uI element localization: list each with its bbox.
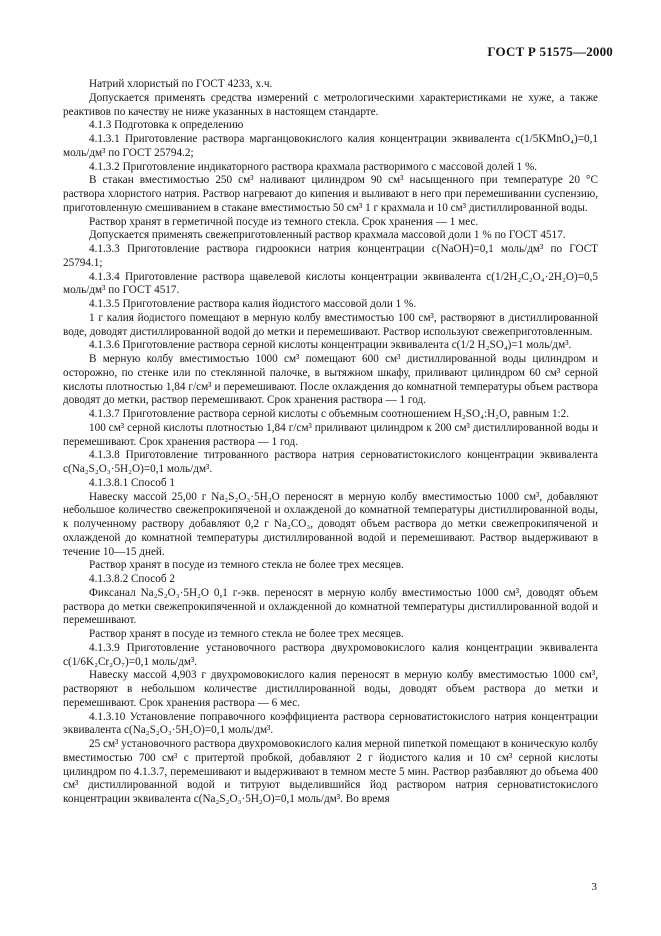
paragraph: 4.1.3.10 Установление поправочного коэффициента раствора серноватистокислого натрия концентрации эквивалента с(Na₂S₂O₃·5H₂O)=0,1 моль/дм³. xyxy=(63,710,598,737)
paragraph: 100 см³ серной кислоты плотностью 1,84 г/см³ приливают цилиндром к 200 см³ дистиллированной воды и перемешивают. Срок хранения раствора — 1 год. xyxy=(63,421,598,448)
paragraph: 1 г калия йодистого помещают в мерную колбу вместимостью 100 см³, растворяют в дистиллированной воде, доводят дистиллированной водой до метки и перемешивают. Раствор используют свежеприготовленным. xyxy=(63,311,598,338)
paragraph: 4.1.3.9 Приготовление установочного раствора двухромовокислого калия концентрации эквивалента с(1/6K₂Cr₂O₇)=0,1 моль/дм³. xyxy=(63,641,598,668)
paragraph: 25 см³ установочного раствора двухромовокислого калия мерной пипеткой помещают в коническую колбу вместимостью 700 см³ с притертой пробкой, добавляют 2 г йодистого калия и 10 см³ серной кислоты цилиндром по 4.1.3.7, перемешивают и выдерживают в темном месте 5 мин. Раствор разбавляют до объема 400 см³ дистиллированной водой и титруют выделившийся йод раствором натрия серноватистокислого концентрации эквивалента с(Na₂S₂O₃·5H₂O)=0,1 моль/дм³. Во время xyxy=(63,738,598,805)
page-number: 3 xyxy=(591,881,597,893)
paragraph: 4.1.3.8 Приготовление титрованного раствора натрия серноватистокислого концентрации эквивалента с(Na₂S₂O₃·5H₂O)=0,1 моль/дм³. xyxy=(63,449,598,475)
document-code-header: ГОСТ Р 51575—2000 xyxy=(487,44,613,59)
paragraph: Навеску массой 4,903 г двухромовокислого калия переносят в мерную колбу вместимостью 1000 см³, растворяют в небольшом количестве дистиллированной воды, доводят объем раствора до метки и перемешивают. Срок хранения раствора — 6 мес. xyxy=(63,669,598,709)
document-body xyxy=(63,78,598,807)
paragraph: 4.1.3.1 Приготовление раствора марганцовокислого калия концентрации эквивалента с(1/5KMnO₄)=0,1 моль/дм³ по ГОСТ 25794.2; xyxy=(63,133,598,159)
subsection-heading: 4.1.3.8.1 Способ 1 xyxy=(89,476,175,489)
paragraph: Допускается применять свежеприготовленный раствор крахмала массовой доли 1 % по ГОСТ 4517. xyxy=(89,229,566,242)
paragraph: Навеску массой 25,00 г Na₂S₂O₃·5H₂O переносят в мерную колбу вместимостью 1000 см³, добавляют небольшое количество свежепрокипяченой и охлажденой до комнатной температуры дистиллированной воды, к полученному раствору добавляют 0,2 г Na₂CO₃, доводят объем раствора до метки свежепрокипяченой и охлажденой до комнатной температуры дистиллированной водой и перемешивают. Раствор выдерживают в течение 10—15 дней. xyxy=(63,490,598,558)
paragraph: 4.1.3.5 Приготовление раствора калия йодистого массовой доли 1 %. xyxy=(89,298,417,310)
paragraph: 4.1.3.3 Приготовление раствора гидроокиси натрия концентрации с(NaOH)=0,1 моль/дм³ по ГОСТ 25794.1; xyxy=(63,243,598,269)
paragraph: В мерную колбу вместимостью 1000 см³ помещают 600 см³ дистиллированной воды цилиндром и осторожно, по стенке или по стеклянной палочке, в вытяжном шкафу, приливают цилиндром 60 см³ серной кислоты плотностью 1,84 г/см³ и перемешивают. После охлаждения до комнатной температуры объем раствора доводят до метки, раствор перемешивают. Срок хранения раствора — 1 год. xyxy=(63,353,598,407)
paragraph: Натрий хлористый по ГОСТ 4233, х.ч. xyxy=(89,78,273,90)
paragraph: 4.1.3.4 Приготовление раствора щавелевой кислоты концентрации эквивалента с(1/2H₂C₂O₄·2H₂O)=0,5 моль/дм³ по ГОСТ 4517. xyxy=(63,270,598,297)
subsection-heading: 4.1.3.8.2 Способ 2 xyxy=(89,573,175,585)
paragraph: Раствор хранят в герметичной посуде из темного стекла. Срок хранения — 1 мес. xyxy=(89,215,479,228)
paragraph: В стакан вместимостью 250 см³ наливают цилиндром 90 см³ насыщенного при температуре 20 °С раствора хлористого натрия. Раствор нагревают до кипения и выливают в него при перемешивании суспензию, приготовленную смешиванием в стакане вместимостью 50 см³ 1 г крахмала и 10 см³ дистиллированной воды. xyxy=(63,174,598,214)
paragraph: Фиксанал Na₂S₂O₃·5H₂O 0,1 г-экв. переносят в мерную колбу вместимостью 1000 см³, доводят объем раствора до метки свежепрокипяченной и охлажденной до комнатной температуры дистиллированной водой и перемешивают. xyxy=(63,586,598,627)
section-heading: 4.1.3 Подготовка к определению xyxy=(89,119,244,132)
paragraph: 4.1.3.2 Приготовление индикаторного раствора крахмала растворимого с массовой долей 1 %. xyxy=(89,160,538,173)
paragraph: 4.1.3.6 Приготовление раствора серной кислоты концентрации эквивалента с(1/2 H₂SO₄)=1 моль/дм³. xyxy=(89,339,572,352)
paragraph: 4.1.3.7 Приготовление раствора серной кислоты с объемным соотношением H₂SO₄:H₂O, равным 1:2. xyxy=(89,408,570,420)
paragraph: Допускается применять средства измерений с метрологическими характеристиками не хуже, а также реактивов по качеству не ниже указанных в настоящем стандарте. xyxy=(63,91,598,118)
paragraph: Раствор хранят в посуде из темного стекла не более трех месяцев. xyxy=(89,628,404,640)
paragraph: Раствор хранят в посуде из темного стекла не более трех месяцев. xyxy=(89,559,404,572)
